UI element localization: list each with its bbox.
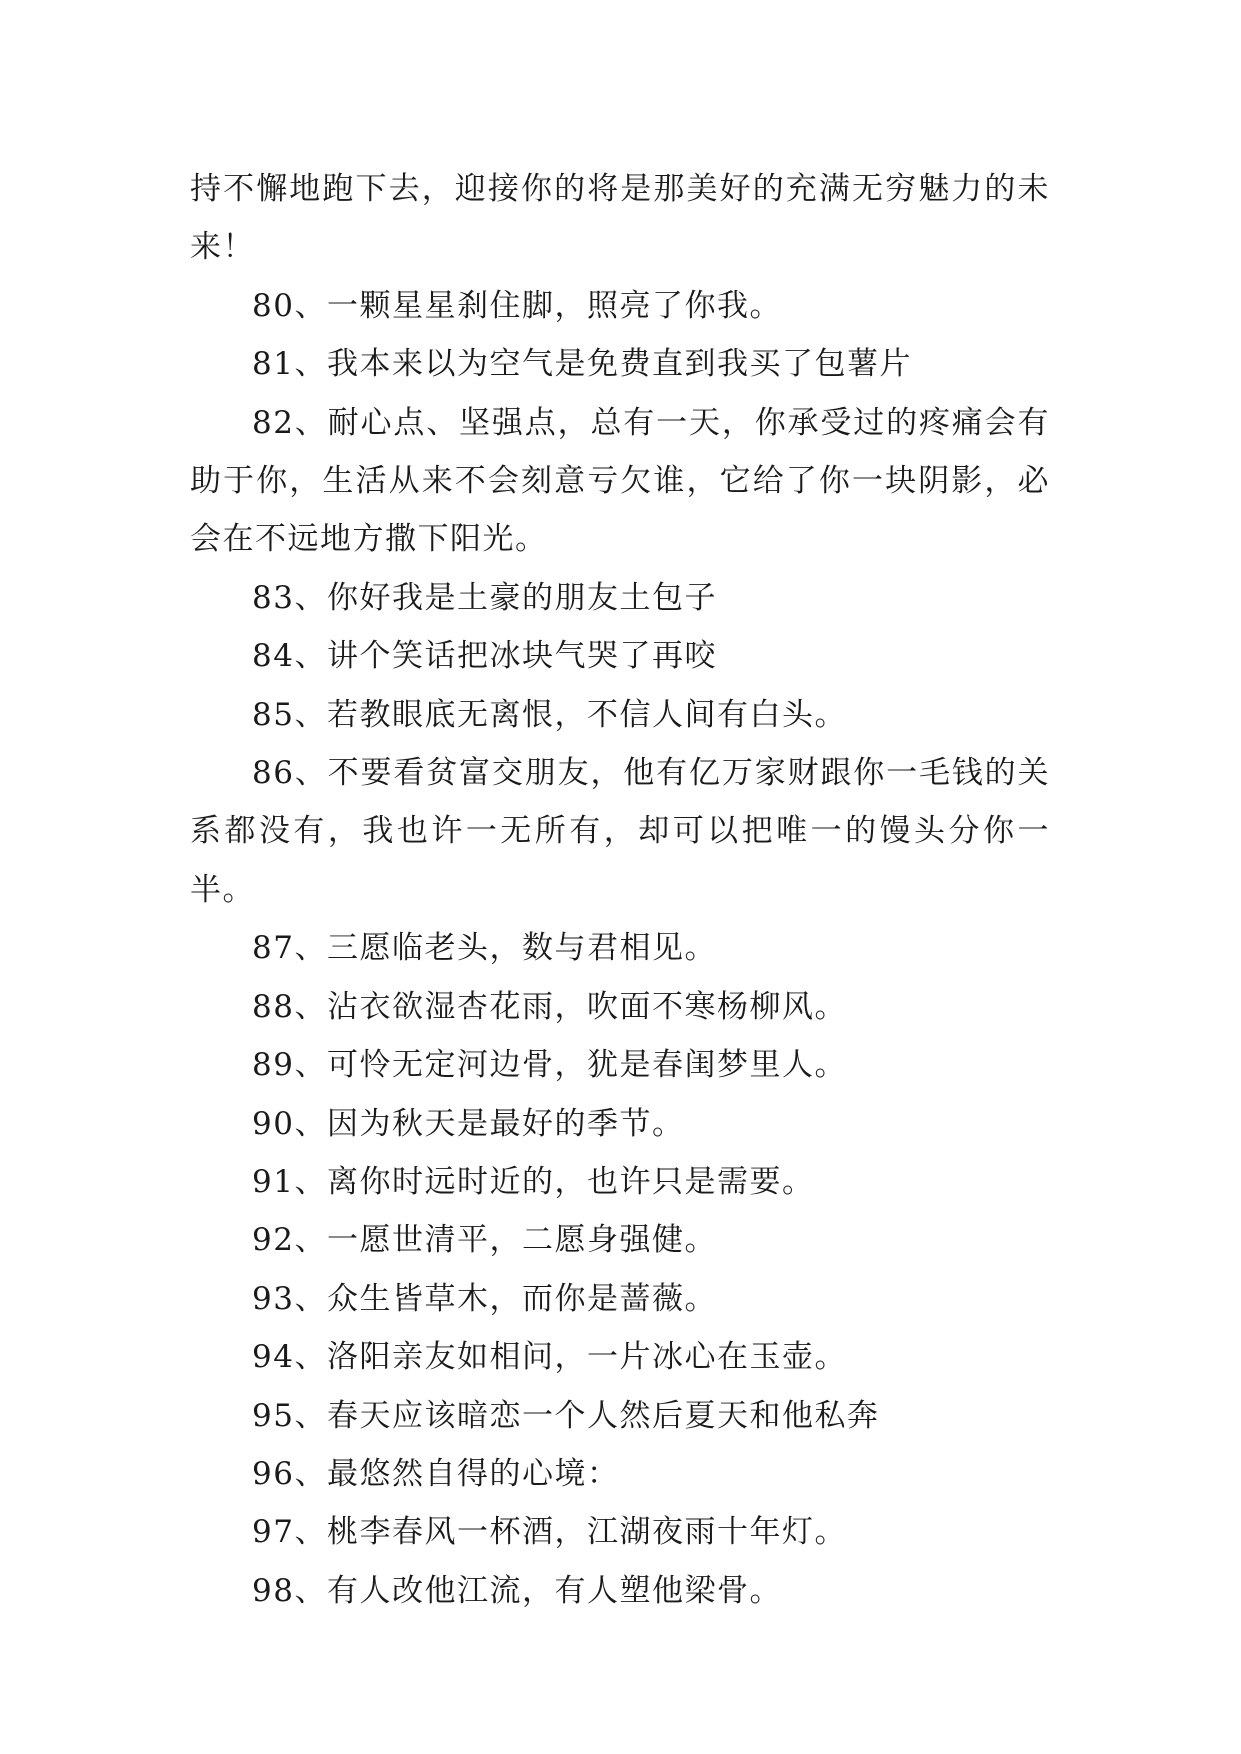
list-item: 86、不要看贫富交朋友，他有亿万家财跟你一毛钱的关系都没有，我也许一无所有，却可以把唯一的馒头分你一半。 xyxy=(190,755,1050,908)
list-item: 92、一愿世清平，二愿身强健。 xyxy=(252,1222,717,1259)
continuation-paragraph: 持不懈地跑下去，迎接你的将是那美好的充满无穷魅力的未来！ xyxy=(190,171,1050,266)
list-item: 90、因为秋天是最好的季节。 xyxy=(252,1105,685,1142)
list-item: 89、可怜无定河边骨，犹是春闺梦里人。 xyxy=(252,1047,847,1084)
list-item: 84、讲个笑话把冰块气哭了再咬 xyxy=(252,638,717,675)
list-item: 98、有人改他江流，有人塑他梁骨。 xyxy=(252,1572,782,1609)
list-item: 91、离你时远时近的，也许只是需要。 xyxy=(252,1163,815,1200)
list-item: 83、你好我是土豪的朋友土包子 xyxy=(252,579,717,616)
list-item: 97、桃李春风一杯酒，江湖夜雨十年灯。 xyxy=(252,1514,847,1551)
list-item: 87、三愿临老头，数与君相见。 xyxy=(252,930,717,967)
list-item: 80、一颗星星刹住脚，照亮了你我。 xyxy=(252,287,782,324)
list-item: 81、我本来以为空气是免费直到我买了包薯片 xyxy=(252,346,912,383)
list-item: 88、沾衣欲湿杏花雨，吹面不寒杨柳风。 xyxy=(252,988,847,1025)
list-item: 82、耐心点、坚强点，总有一天，你承受过的疼痛会有助于你，生活从来不会刻意亏欠谁，它给了你一块阴影，必会在不远地方撒下阳光。 xyxy=(190,404,1050,558)
list-item: 93、众生皆草木，而你是蔷薇。 xyxy=(252,1280,717,1317)
list-item: 85、若教眼底无离恨，不信人间有白头。 xyxy=(252,696,847,733)
list-item: 94、洛阳亲友如相问，一片冰心在玉壶。 xyxy=(252,1339,847,1376)
list-item: 96、最悠然自得的心境： xyxy=(252,1455,620,1492)
document-body xyxy=(190,160,1050,1620)
list-item: 95、春天应该暗恋一个人然后夏天和他私奔 xyxy=(252,1397,880,1434)
